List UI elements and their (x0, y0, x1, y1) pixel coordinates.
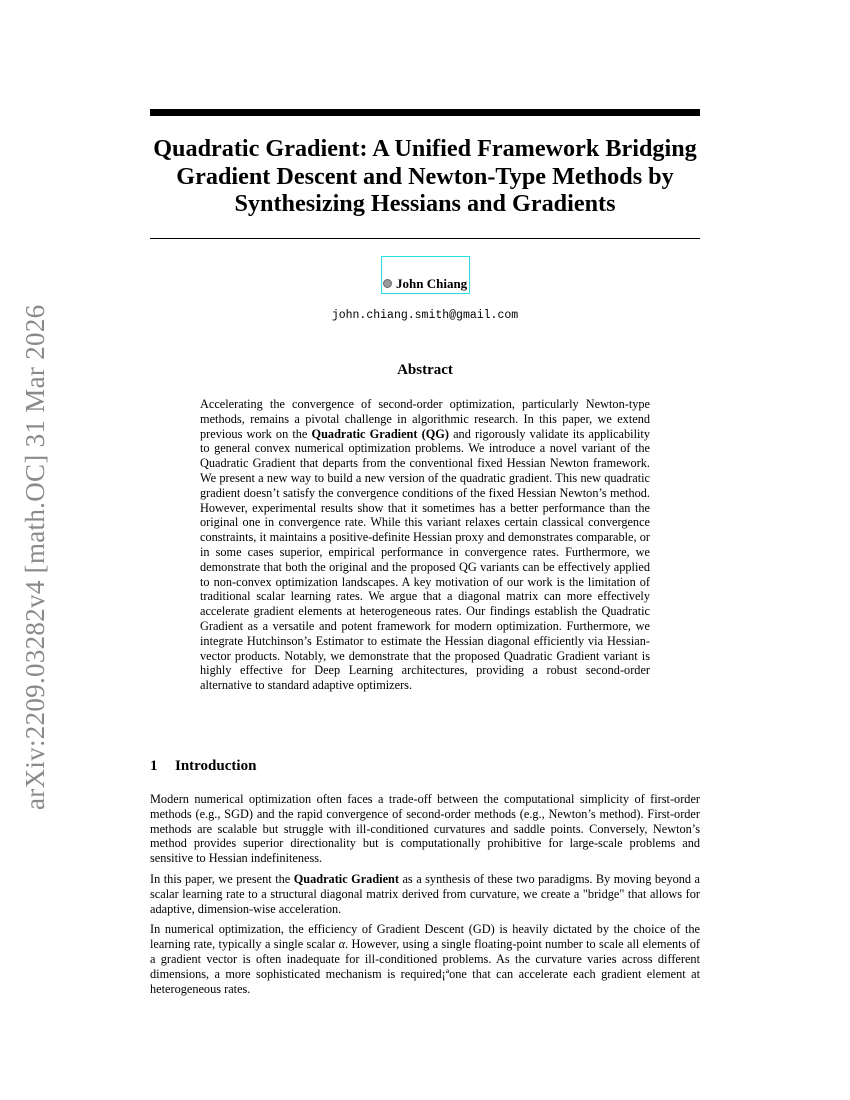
abstract-heading: Abstract (397, 362, 453, 378)
author[interactable] (383, 276, 467, 292)
abstract-text-part: and rigorously validate its applicability to general convex numerical optimization problems. We introduce a novel variant of the Quadratic Gradient that departs from the conventional fixed Hessian Newton framework. We present a new way to build a new version of the quadratic gradient. This new quadratic gradient doesn’t satisfy the convergence conditions of the fixed Hessian Newton’s method. However, experimental results show that it sometimes has a better performance than the original one in convergence rate. While this variant relaxes certain classical convergence constraints, it maintains a positive-definite Hessian proxy and demonstrates comparable, or in some cases superior, empirical performance in convergence rates. Furthermore, we demonstrate that both the original and the proposed QG variants can be effectively applied to non-convex optimization landscapes. A key motivation of our work is the limitation of traditional scalar learning rates. We argue that a diagonal matrix can more effectively accelerate gradient elements at heterogeneous rates. Our findings establish the Quadratic Gradient as a versatile and potent framework for modern optimization. Furthermore, we integrate Hutchinson’s Estimator to estimate the Hessian diagonal efficiently via Hessian-vector products. Notably, we demonstrate that the proposed Quadratic Gradient variant is highly effective for Deep Learning architectures, providing a robust second-order alternative to standard adaptive optimizers. (200, 426, 650, 693)
arxiv-stamp: arXiv:2209.03282v4 [math.OC] 31 Mar 2026 (20, 304, 50, 810)
alpha-symbol: α (338, 937, 346, 952)
author-email: john.chiang.smith@gmail.com (331, 309, 519, 322)
section-heading (150, 758, 256, 775)
abstract-text-part: Accelerating the convergence of second-order optimization, particularly Newton-type methods, remains a pivotal challenge in algorithmic research. In this paper, we extend previous work on the (200, 397, 650, 441)
orcid-icon[interactable] (383, 279, 392, 288)
abstract-qg-term: Quadratic Gradient (QG) (311, 426, 449, 441)
abstract-text (200, 397, 650, 693)
title-rule (150, 238, 700, 239)
intro-text-part: as a synthesis of these two paradigms. By moving beyond a scalar learning rate to a structural diagonal matrix derived from curvature, we create a "bridge" that allows for adaptive, dimension-wise acceleration. (150, 871, 700, 916)
intro-text-part: . However, using a single floating-point number to scale all elements of a gradient vector is often inadequate for ill-conditioned problems. As the curvature varies across different dimensions, a more sophisticated mechanism is required¡ªone that can accelerate each gradient element at heterogeneous rates. (150, 937, 700, 996)
intro-paragraph (150, 872, 700, 916)
intro-text-part: In this paper, we present the (150, 871, 294, 886)
author-name: John Chiang (396, 276, 468, 291)
intro-paragraph: Modern numerical optimization often faces a trade-off between the computational simplicity of first-order methods (e.g., SGD) and the rapid convergence of second-order methods (e.g., Newton’s method). First-order methods are scalable but struggle with ill-conditioned curvatures and saddle points. Conversely, Newton’s method provides superior directionality but is computationally prohibitive for large-scale problems and sensitive to Hessian indefiniteness. (150, 792, 700, 866)
intro-text-part: In numerical optimization, the efficiency of Gradient Descent (GD) is heavily dictated by the choice of the learning rate, typically a single scalar (150, 922, 700, 952)
paper-title: Quadratic Gradient: A Unified Framework Bridging Gradient Descent and Newton-Type Methods by Synthesizing Hessians and Gradients (153, 135, 697, 217)
introduction-body (150, 792, 700, 1002)
section-title: Introduction (175, 758, 257, 774)
section-number: 1 (150, 758, 158, 774)
top-rule (150, 109, 700, 116)
intro-paragraph (150, 922, 700, 996)
intro-qg-term: Quadratic Gradient (293, 871, 399, 886)
